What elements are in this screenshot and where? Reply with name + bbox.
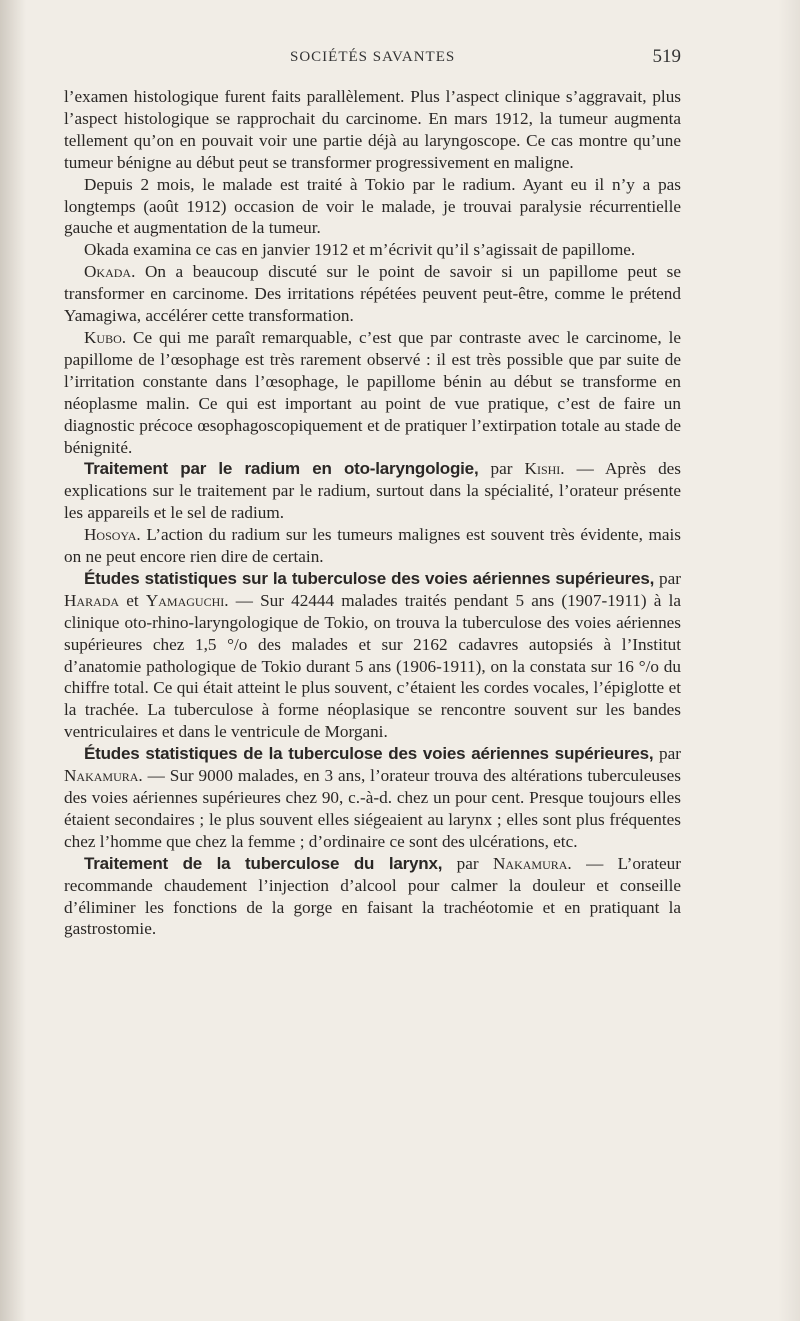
by-word: par <box>654 568 681 588</box>
running-head: SOCIÉTÉS SAVANTES <box>290 49 456 65</box>
page-header <box>64 46 681 68</box>
paragraph-tuberculosis-statistics-harada <box>64 568 681 743</box>
speaker-name: Kubo. <box>84 327 127 347</box>
paragraph-kubo-discussion <box>64 327 681 458</box>
paragraph-text: l’examen histologique furent faits parallèlement. Plus l’aspect clinique s’aggravait, plus l’aspect histologique se rapprochait du carcinome. En mars 1912, la tumeur augmenta tellement qu’on en pouvait voir une partie déjà au laryngoscope. Ce cas montre qu’une tumeur bénigne au début peut se transformer progressivement en maligne. <box>64 87 681 172</box>
paragraph-text: — Après des explications sur le traitement par le radium, surtout dans la spécialité, l’orateur présente les appareils et le sel de radium. <box>64 459 681 523</box>
paragraph-tuberculosis-statistics-nakamura <box>64 743 681 853</box>
and-word: et <box>119 590 146 610</box>
paragraph-text: — Sur 9000 malades, en 3 ans, l’orateur trouva des altérations tuberculeuses des voies aériennes supérieures chez 90, c.-à-d. chez un pour cent. Presque toujours elles étaient secondaires ; le plus souvent elles siégeaient au larynx ; elles sont plus fréquentes chez l’homme que chez la femme ; d’ordinaire ce sont des ulcérations, etc. <box>64 766 681 851</box>
paragraph-text: Depuis 2 mois, le malade est traité à Tokio par le radium. Ayant eu il n’y a pas longtemps (août 1912) occasion de voir le malade, je trouvai paralysie récurrentielle gauche et augmentation de la tumeur. <box>64 174 681 238</box>
author-name: Harada <box>64 590 120 610</box>
paragraph-text: Okada examina ce cas en janvier 1912 et m’écrivit qu’il s’agissait de papillome. <box>84 240 636 260</box>
author-name: Nakamura. <box>492 853 572 873</box>
paragraph-text: — L’orateur recommande chaudement l’injection d’alcool pour calmer la douleur et conseille d’éliminer les fonctions de la gorge en faisant la trachéotomie et en pratiquant la gastrostomie. <box>64 853 681 939</box>
paragraph-radium-treatment <box>64 174 681 240</box>
speaker-name: Hosoya. <box>84 525 141 545</box>
section-title: Études statistiques de la tuberculose des voies aériennes supérieures, <box>84 744 654 764</box>
paragraph-text: Ce qui me paraît remarquable, c’est que par contraste avec le carcinome, le papillome de l’œsophage est très rarement observé : il est très possible que par suite de l’irritation constante dans l’œsophage, le papillome bénin au début se transforme en néoplasme malin. Ce qui est important au point de vue pratique, c’est de faire un diagnostic précoce œsophagoscopiquement et de pratiquer l’extirpation totale au stade de bénignité. <box>64 327 681 457</box>
section-title: Études statistiques sur la tuberculose des voies aériennes supérieures, <box>84 568 655 588</box>
paragraph-text: — Sur 42444 malades traités pendant 5 ans (1907-1911) à la clinique oto-rhino-laryngologique de Tokio, on trouva la tuberculose des voies aériennes supérieures chez 1,5 °/o des malades et sur 2162 cadavres autopsiés à l’Institut d’anatomie pathologique de Tokio durant 5 ans (1906-1911), on la constata sur 16 °/o du chiffre total. Ce qui était atteint le plus souvent, c’étaient les cordes vocales, l’épiglotte et la trachée. La tuberculose à forme néoplasique se rencontre souvent sur les bandes ventriculaires et dans le ventricule de Morgani. <box>64 590 681 742</box>
author-name: Kishi. <box>524 459 565 479</box>
by-word: par <box>478 459 525 479</box>
paragraph-radium-otolaryngology <box>64 458 681 524</box>
by-word: par <box>442 853 493 873</box>
paragraph-hosoya-discussion <box>64 524 681 568</box>
speaker-name: Okada. <box>84 262 136 282</box>
paragraph-text: L’action du radium sur les tumeurs malignes est souvent très évidente, mais on ne peut encore rien dire de certain. <box>64 525 681 567</box>
section-title: Traitement de la tuberculose du larynx, <box>84 853 443 873</box>
paragraph-okada-discussion <box>64 261 681 327</box>
paragraph-okada-note <box>64 239 681 261</box>
paragraph-continuation <box>64 86 681 174</box>
by-word: par <box>653 744 681 764</box>
author-name: Nakamura. <box>64 766 143 786</box>
page-number: 519 <box>652 46 681 67</box>
author-name: Yamaguchi. <box>145 590 229 610</box>
paragraph-larynx-tuberculosis-treatment <box>64 853 681 941</box>
paragraph-text: On a beaucoup discuté sur le point de savoir si un papillome peut se transformer en carcinome. Des irritations répétées peuvent peut-être, comme le prétend Yamagiwa, accélérer cette transformation. <box>64 262 681 326</box>
body-text <box>64 86 681 940</box>
section-title: Traitement par le radium en oto-laryngologie, <box>84 459 479 479</box>
